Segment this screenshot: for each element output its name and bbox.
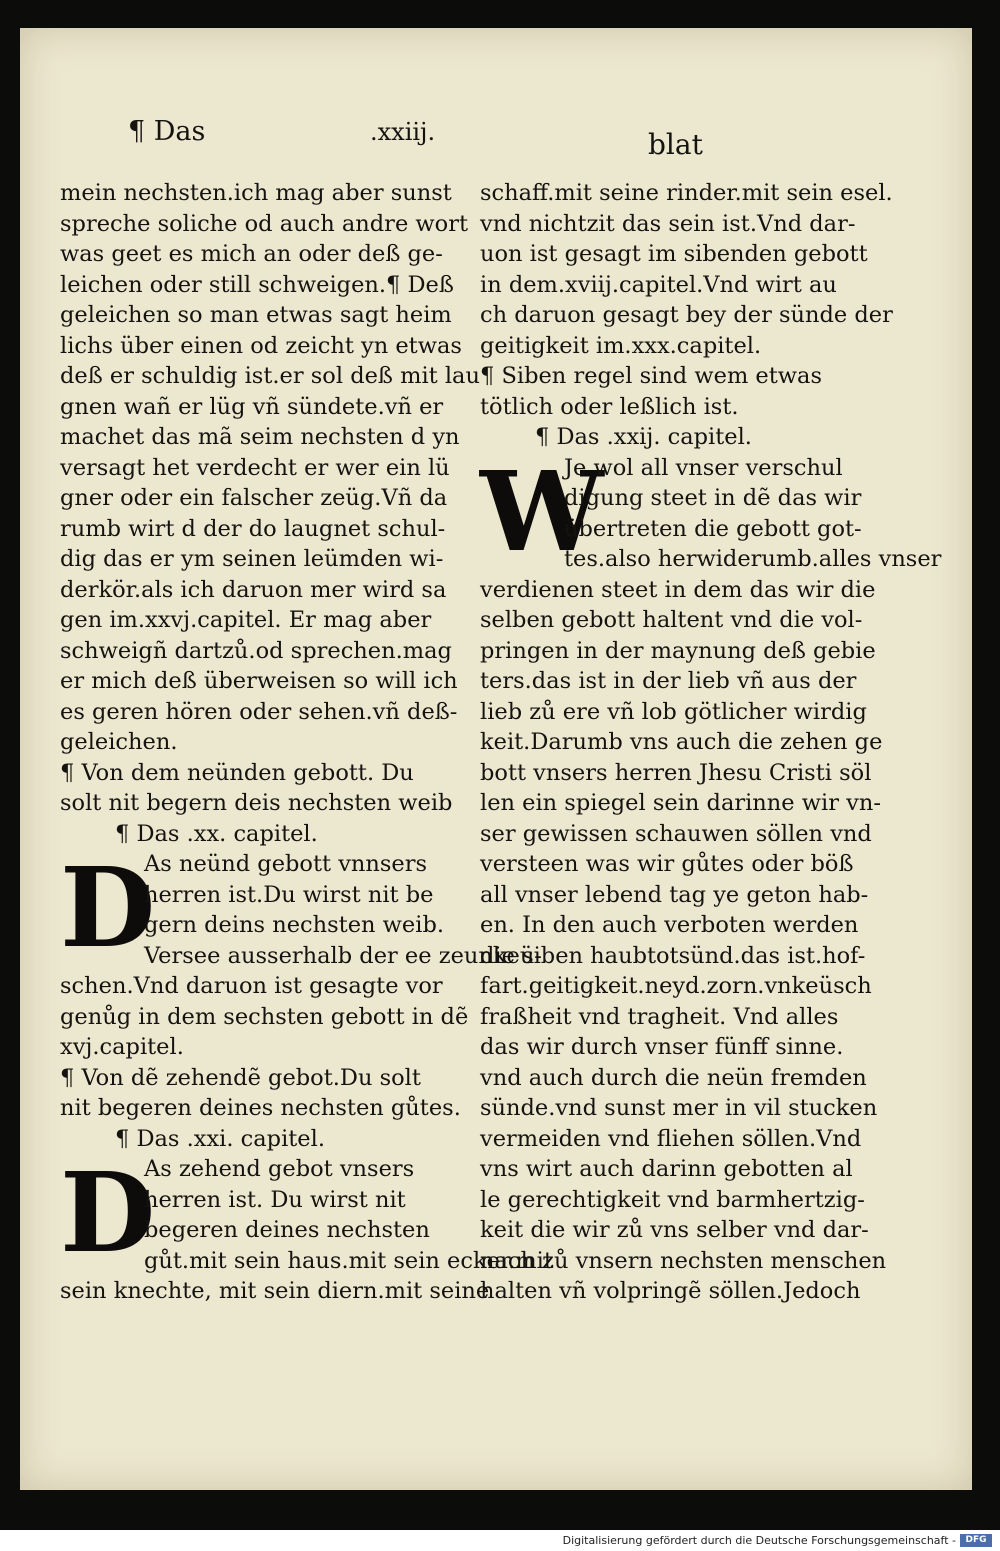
text-line: derkör.als ich daruon mer wird sa [60, 576, 447, 603]
chapter-xxii-heading: ¶ Das .xxij. capitel. [535, 424, 752, 450]
left-top-paragraph [60, 178, 480, 758]
seven-rules-heading [480, 361, 860, 422]
heading-line: nit begeren deines nechsten gůtes. [60, 1095, 461, 1121]
heading-line: ¶ Siben regel sind wem etwas [480, 363, 823, 389]
text-line: gner oder ein falscher zeüg.Vñ da [60, 485, 448, 511]
text-line: bott vnsers herren Jhesu Cristi söl [480, 759, 872, 786]
chapter-xxi-paragraph [60, 1148, 553, 1307]
text-line: herren ist.Du wirst nit be [144, 881, 434, 908]
text-line: ters.das ist in der lieb vñ aus der [480, 668, 857, 694]
text-line: schweigñ dartzů.od sprechen.mag [60, 637, 452, 664]
heading-line: tötlich oder leßlich ist. [480, 393, 739, 420]
text-line: geleichen. [60, 729, 178, 755]
text-line: rumb wirt d der do laugnet schul- [60, 515, 446, 542]
text-line: vnd auch durch die neün fremden [480, 1064, 867, 1091]
heading-line: ¶ Von dẽ zehendẽ gebot.Du solt [60, 1064, 421, 1091]
text-line: nach zů vnsern nechsten menschen [480, 1247, 887, 1274]
text-line: As neünd gebott vnnsers [144, 851, 428, 877]
running-head-left [128, 116, 205, 147]
funding-credit: Digitalisierung gefördert durch die Deutsche Forschungsgemeinschaft - [562, 1534, 956, 1547]
text-line: ser gewissen schauwen söllen vnd [480, 820, 872, 847]
text-line: en. In den auch verboten werden [480, 912, 859, 938]
text-line: geitigkeit im.xxx.capitel. [480, 332, 762, 359]
text-line: gern deins nechsten weib. [144, 912, 444, 938]
text-line: fart.geitigkeit.neyd.zorn.vnkeüsch [480, 973, 872, 999]
text-line: keit.Darumb vns auch die zehen ge [480, 729, 883, 755]
text-line: lichs über einen od zeicht yn etwas [60, 332, 462, 359]
left-column [60, 178, 553, 1307]
dfg-logo: DFG [960, 1534, 992, 1547]
text-line: As zehend gebot vnsers [144, 1156, 415, 1182]
chapter-xxii-drop-initial: W [480, 446, 604, 576]
text-line: spreche soliche od auch andre wort [60, 210, 469, 237]
running-head-right-text: blat [648, 128, 703, 161]
text-line: vnd nichtzit das sein ist.Vnd dar- [480, 210, 856, 237]
text-line: in dem.xviij.capitel.Vnd wirt au [480, 271, 837, 298]
text-line: vns wirt auch darinn gebotten al [480, 1156, 853, 1182]
text-line: versteen was wir gůtes oder böß [480, 851, 854, 877]
text-line: schaff.mit seine rinder.mit sein esel. [480, 180, 893, 206]
text-line: genůg in dem sechsten gebott in dẽ [60, 1003, 469, 1030]
right-column [480, 178, 942, 1307]
text-line: xvj.capitel. [60, 1034, 184, 1060]
text-line: deß er schuldig ist.er sol deß mit lau [60, 363, 480, 389]
text-line: keit die wir zů vns selber vnd dar- [480, 1217, 869, 1243]
chapter-xxi-heading: ¶ Das .xxi. capitel. [115, 1125, 325, 1152]
text-line: halten vñ volpringẽ söllen.Jedoch [480, 1278, 861, 1304]
book-page [20, 28, 972, 1490]
tenth-commandment-heading [60, 1063, 460, 1124]
text-line: die siben haubtotsünd.das ist.hof- [480, 942, 866, 969]
text-line: pringen in der maynung deß gebie [480, 637, 876, 664]
text-line: vermeiden vnd fliehen söllen.Vnd [480, 1125, 862, 1152]
text-line: uon ist gesagt im sibenden gebott [480, 241, 868, 267]
text-line: mein nechsten.ich mag aber sunst [60, 180, 452, 206]
text-line: was geet es mich an oder deß ge- [60, 241, 443, 267]
text-line: geleichen so man etwas sagt heim [60, 302, 452, 328]
text-line: verdienen steet in dem das wir die [480, 576, 876, 603]
running-head-right [648, 128, 703, 161]
text-line: das wir durch vnser fünff sinne. [480, 1034, 844, 1060]
text-line: herren ist. Du wirst nit [144, 1186, 406, 1213]
text-line: ch daruon gesagt bey der sünde der [480, 302, 893, 328]
text-line: schen.Vnd daruon ist gesagte vor [60, 973, 443, 999]
text-line: sein knechte, mit sein diern.mit seine [60, 1278, 490, 1304]
heading-line: ¶ Von dem neünden gebott. Du [60, 759, 414, 786]
text-line: begeren deines nechsten [144, 1217, 430, 1243]
text-line: le gerechtigkeit vnd barmhertzig- [480, 1186, 865, 1213]
chapter-xx-drop-initial: D [60, 843, 156, 972]
text-line: übertreten die gebott got- [564, 515, 862, 542]
ninth-commandment-heading [60, 758, 460, 819]
chapter-xxii-text [480, 544, 942, 1307]
chapter-xxi-drop-initial: D [60, 1148, 156, 1277]
text-line: lieb zů ere vñ lob götlicher wirdig [480, 698, 867, 725]
text-line: Je wol all vnser verschul [564, 454, 843, 481]
text-line: dig das er ym seinen leümden wi- [60, 546, 444, 572]
text-line: es geren hören oder sehen.vñ deß- [60, 698, 458, 725]
text-line: versagt het verdecht er wer ein lü [60, 454, 450, 481]
text-line: gůt.mit sein haus.mit sein ecker.mit [144, 1247, 553, 1274]
text-line: er mich deß überweisen so will ich [60, 668, 458, 694]
text-line: len ein spiegel sein darinne wir vn- [480, 790, 881, 816]
heading-line: solt nit begern deis nechsten weib [60, 790, 453, 816]
text-line: gen im.xxvj.capitel. Er mag aber [60, 607, 432, 633]
text-line: digung steet in dẽ das wir [564, 485, 862, 511]
right-top-paragraph [480, 178, 893, 361]
chapter-xx-heading: ¶ Das .xx. capitel. [115, 820, 318, 847]
folio-number-text: .xxiij. [370, 118, 436, 146]
text-line: Versee ausserhalb der ee zeunkeü- [144, 942, 542, 969]
text-line: all vnser lebend tag ye geton hab- [480, 881, 869, 908]
folio-number [370, 118, 435, 146]
text-line: selben gebott haltent vnd die vol- [480, 607, 863, 633]
chapter-xx-paragraph [60, 843, 542, 1063]
text-line: sünde.vnd sunst mer in vil stucken [480, 1095, 878, 1121]
text-line: tes.also herwiderumb.alles vnser [564, 546, 942, 572]
text-line: fraßheit vnd tragheit. Vnd alles [480, 1003, 839, 1030]
text-line: gnen wañ er lüg vñ sündete.vñ er [60, 393, 444, 420]
text-line: leichen oder still schweigen.¶ Deß [60, 271, 454, 298]
running-head-left-text: ¶ Das [128, 116, 206, 147]
text-line: machet das mã seim nechsten d yn [60, 424, 460, 450]
footer-bar [0, 1530, 1000, 1551]
